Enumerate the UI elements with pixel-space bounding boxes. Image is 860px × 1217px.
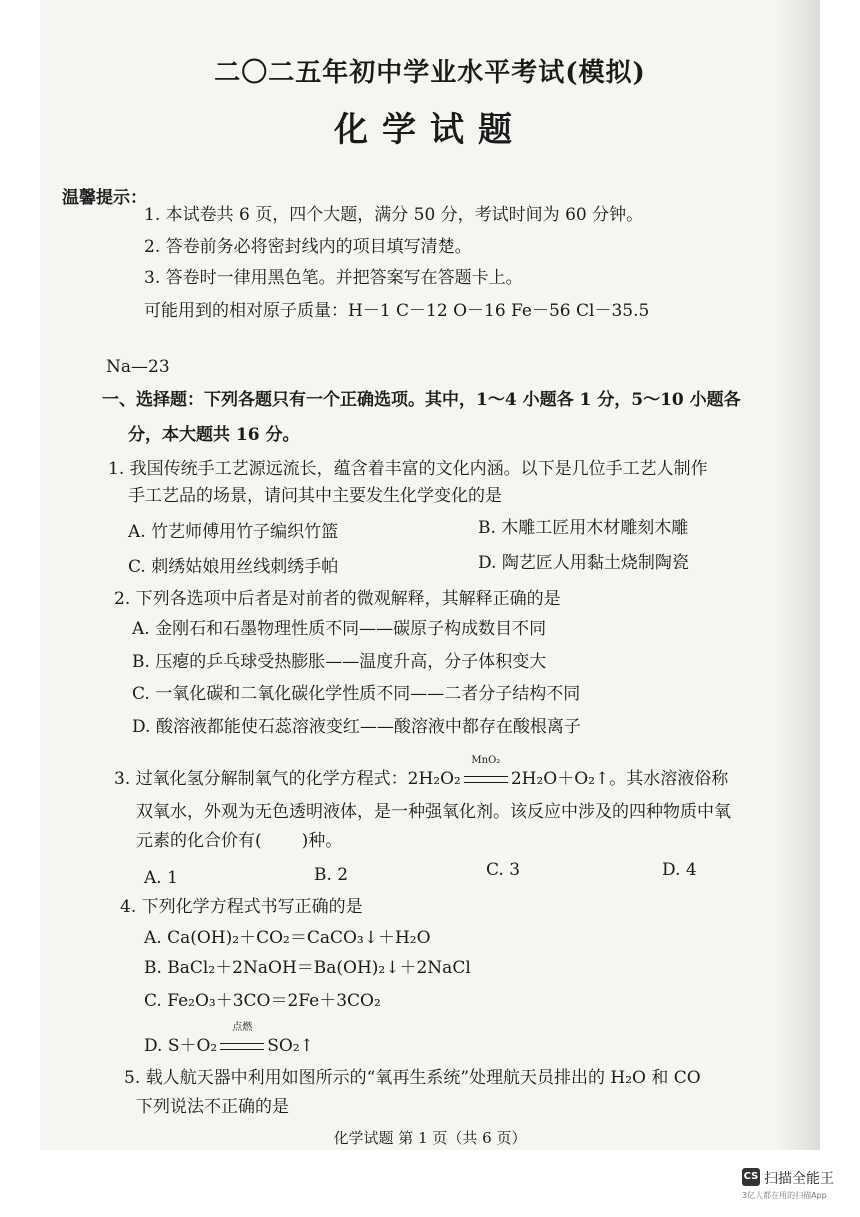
q3-catalyst: MnO₂ <box>471 755 501 766</box>
q4-option-d <box>144 1022 314 1057</box>
q3-product: 2H₂O＋O₂↑ <box>510 769 610 789</box>
q1-stem-line2: 手工艺品的场景，请问其中主要发生化学变化的是 <box>128 486 502 506</box>
atomic-mass-continued: Na—23 <box>106 357 170 377</box>
section1-heading-line2: 分，本大题共 16 分。 <box>128 425 300 445</box>
q3-reactant: 2H₂O₂ <box>407 769 461 789</box>
camscanner-logo-icon: CS <box>742 1168 760 1186</box>
page-edge-shadow <box>776 0 820 1150</box>
q2-option-c: C. 一氧化碳和二氧化碳化学性质不同——二者分子结构不同 <box>132 684 581 704</box>
q3-stem-line1 <box>114 755 729 790</box>
tips-heading: 温馨提示： <box>62 188 147 208</box>
exam-title: 二〇二五年初中学业水平考试(模拟) <box>214 58 646 88</box>
q3-option-c: C. 3 <box>486 860 521 880</box>
q4-option-a: A. Ca(OH)₂＋CO₂＝CaCO₃↓＋H₂O <box>144 928 431 948</box>
scanner-tagline: 3亿人都在用的扫描App <box>742 1191 827 1200</box>
q3-stem-prefix: 3. 过氧化氢分解制氧气的化学方程式： <box>114 769 408 789</box>
q3-stem-line2: 双氧水，外观为无色透明液体，是一种强氧化剂。该反应中涉及的四种物质中氧 <box>136 802 731 822</box>
scanner-app-name: 扫描全能王 <box>764 1171 834 1187</box>
q3-stem-line3 <box>136 830 342 852</box>
q1-option-d: D. 陶艺匠人用黏土烧制陶瓷 <box>478 553 689 573</box>
q1-option-b: B. 木雕工匠用木材雕刻木雕 <box>478 518 689 538</box>
q4-option-d-condition <box>220 1022 264 1057</box>
page-footer: 化学试题 第 1 页（共 6 页） <box>333 1129 527 1147</box>
q3-equation-sign <box>464 776 508 783</box>
q1-option-a: A. 竹艺师傅用竹子编织竹篮 <box>128 522 339 542</box>
q3-stem-line3-b: )种。 <box>301 831 343 851</box>
q4-option-b: B. BaCl₂＋2NaOH＝Ba(OH)₂↓＋2NaCl <box>144 958 471 978</box>
q2-option-a: A. 金刚石和石墨物理性质不同——碳原子构成数目不同 <box>132 619 547 639</box>
q5-stem-line2: 下列说法不正确的是 <box>136 1097 289 1117</box>
tip-item-3: 3. 答卷时一律用黑色笔。并把答案写在答题卡上。 <box>144 268 523 288</box>
q3-stem-line3-a: 元素的化合价有( <box>136 831 262 851</box>
subject-title: 化学试题 <box>334 110 526 150</box>
section1-heading-line1: 一、选择题：下列各题只有一个正确选项。其中，1～4 小题各 1 分，5～10 小题各 <box>102 390 741 410</box>
q4-option-d-left: D. S＋O₂ <box>144 1036 218 1056</box>
q1-stem-line1: 1. 我国传统手工艺源远流长，蕴含着丰富的文化内涵。以下是几位手工艺人制作 <box>108 459 708 479</box>
q1-option-c: C. 刺绣姑娘用丝线刺绣手帕 <box>128 557 339 577</box>
q2-option-d: D. 酸溶液都能使石蕊溶液变红——酸溶液中都存在酸根离子 <box>132 717 581 737</box>
ignition-label: 点燃 <box>232 1022 253 1033</box>
q3-option-d: D. 4 <box>662 860 697 880</box>
q4-equation-sign <box>220 1043 264 1050</box>
q4-option-c: C. Fe₂O₃＋3CO＝2Fe＋3CO₂ <box>144 991 381 1011</box>
q5-stem-line1: 5. 载人航天器中利用如图所示的“氧再生系统”处理航天员排出的 H₂O 和 CO <box>124 1068 701 1088</box>
q3-stem-suffix: 。其水溶液俗称 <box>609 769 729 789</box>
tip-item-2: 2. 答卷前务必将密封线内的项目填写清楚。 <box>144 237 472 257</box>
tip-item-1: 1. 本试卷共 6 页，四个大题，满分 50 分，考试时间为 60 分钟。 <box>144 205 644 225</box>
q4-stem: 4. 下列化学方程式书写正确的是 <box>120 897 363 917</box>
q3-reaction-condition <box>464 755 508 790</box>
atomic-mass-line: 可能用到的相对原子质量：H－1 C－12 O－16 Fe－56 Cl－35.5 <box>144 301 650 321</box>
q4-option-d-right: SO₂↑ <box>267 1036 314 1056</box>
q3-option-b: B. 2 <box>314 865 349 885</box>
q2-option-b: B. 压瘪的乒乓球受热膨胀——温度升高，分子体积变大 <box>132 652 547 672</box>
q3-option-a: A. 1 <box>144 868 178 888</box>
q2-stem: 2. 下列各选项中后者是对前者的微观解释，其解释正确的是 <box>114 589 561 609</box>
